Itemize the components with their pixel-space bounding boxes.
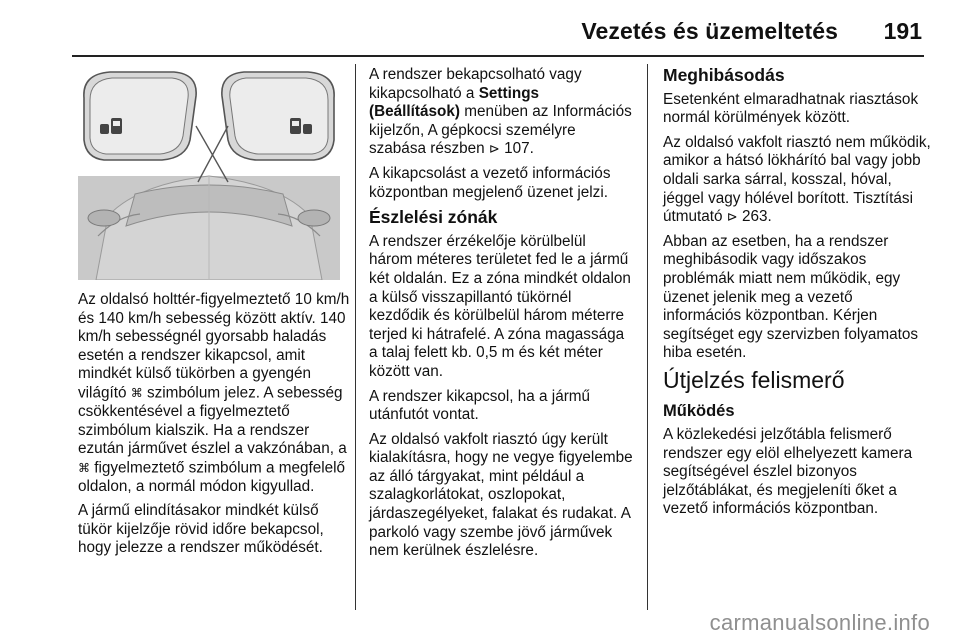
detection-zones-paragraph: A rendszer érzékelője körülbelül három méteres területet fed le a jármű két oldalán. Ez a zóna mindkét oldalon a külső visszapillantó tükörnél kezdődik és körülbelül három méterre terjed ki hátrafelé. A zóna magassága a talaj felett kb. 0,5 m és két méter között van. xyxy=(369,232,631,380)
detection-zones-heading: Észlelési zónák xyxy=(369,207,498,228)
right-column xyxy=(663,66,931,525)
column-divider-1 xyxy=(355,64,356,610)
watermark: carmanualsonline.info xyxy=(709,610,930,635)
operation-heading: Működés xyxy=(663,401,735,420)
settings-menu-label: Settings (Beállítások) xyxy=(369,84,540,121)
caption-text-1c: figyelmeztető szimbólum a megfelelő oldalon, a normál módon kigyullad. xyxy=(78,459,346,495)
settings-paragraph xyxy=(369,66,633,159)
fault-heading: Meghibásodás xyxy=(663,65,785,85)
fault-paragraph-2 xyxy=(663,134,931,227)
column-divider-2 xyxy=(647,64,648,610)
settings-text-a: A rendszer bekapcsolható vagy kikapcsolható a xyxy=(369,66,582,102)
settings-text-c: menüben az Információs kijelzőn, A gépkocsi személyre szabása részben xyxy=(369,103,632,158)
mirror-symbol-icon: ⌘ xyxy=(130,385,143,400)
mirror-symbol-icon: ⌘ xyxy=(78,460,90,475)
page-number: 191 xyxy=(883,18,922,44)
header-rule xyxy=(72,55,924,57)
deactivation-paragraph: A kikapcsolást a vezető információs központban megjelenő üzenet jelzi. xyxy=(369,164,611,201)
car-rear-image xyxy=(78,176,340,280)
page-ref-arrow-icon: ⊳ xyxy=(488,141,500,157)
fault-paragraph-3: Abban az esetben, ha a rendszer meghibásodik vagy időszakos problémák miatt nem működik, egy üzenet jelenik meg a vezető információs központban. Kérjen segítséget egy szervizben folyamatos hiba esetén. xyxy=(663,232,919,362)
operation-paragraph: A közlekedési jelzőtábla felismerő rendszer egy elöl elhelyezett kamera segítségével észlel bizonyos jelzőtáblákat, és megjeleníti őket a vezető információs központban. xyxy=(663,426,913,518)
middle-column xyxy=(369,66,633,567)
caption-paragraph-1 xyxy=(78,291,354,496)
caption-text-1a: Az oldalsó holttér-figyelmeztető 10 km/h és 140 km/h sebesség között aktív. 140 km/h sebességnél gyorsabb haladás esetén a rendszer kikapcsol, amit mindkét külső tükörben a gyengén világító xyxy=(78,291,350,402)
caption-text-1b: szimbólum jelez. A sebesség csökkentésével a figyelmeztető szimbólum kialszik. Ha a rendszer ezután járművet észlel a vakzónában, a xyxy=(78,384,347,458)
page-header-title: Vezetés és üzemeltetés xyxy=(581,18,838,44)
blind-spot-illustration xyxy=(78,66,340,280)
fault-paragraph-1: Esetenként elmaradhatnak riasztások normál körülmények között. xyxy=(663,90,919,127)
page-ref-link[interactable]: 263. xyxy=(741,208,772,226)
fault-text-2a: Az oldalsó vakfolt riasztó nem működik, amikor a hátsó lökhárító bal vagy jobb oldali sarka sárral, kosszal, hóval, jéggel vagy hólével borított. Tisztítási útmutató xyxy=(663,133,931,226)
trailer-paragraph: A rendszer kikapcsol, ha a jármű utánfutót vontat. xyxy=(369,387,591,424)
traffic-sign-heading: Útjelzés felismerő xyxy=(663,366,845,393)
caption-column xyxy=(78,291,354,564)
caption-paragraph-2: A jármű elindításakor mindkét külső tükör kijelzője rövid időre bekapcsol, hogy jelezze a rendszer működését. xyxy=(78,502,324,557)
stationary-objects-paragraph: Az oldalsó vakfolt riasztó úgy került kialakításra, hogy ne vegye figyelembe az álló tárgyakat, mint például a szalagkorlátokat, oszlopokat, járdaszegélyeket, falakat és rudakat. A parkoló vagy szembe jövő járművek nem kerülnek észlelésre. xyxy=(369,430,633,560)
page-ref-link[interactable]: 107. xyxy=(504,140,534,158)
page-ref-arrow-icon: ⊳ xyxy=(726,209,738,225)
